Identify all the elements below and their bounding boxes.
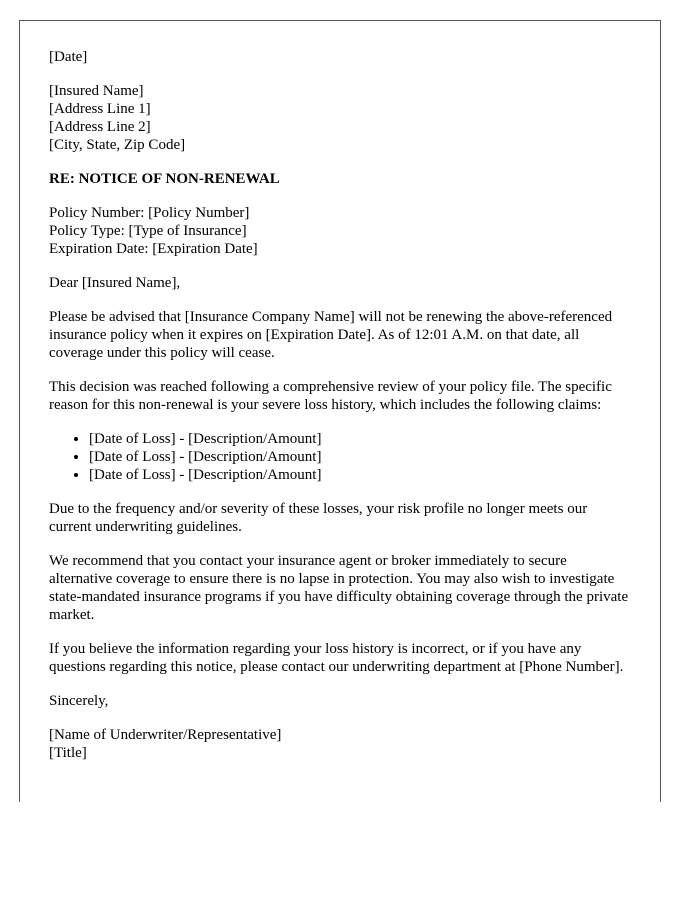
- recipient-address-block: [49, 82, 632, 154]
- salutation: Dear [Insured Name],: [49, 275, 181, 291]
- policy-expiration: Expiration Date: [Expiration Date]: [49, 241, 258, 257]
- recipient-address-line-1: [Address Line 1]: [49, 101, 151, 117]
- body-paragraph-5: If you believe the information regarding your loss history is incorrect, or if you have any questions regarding this notice, please contact our underwriting department at [Phone Number].: [49, 641, 624, 675]
- recipient-address-line-2: [Address Line 2]: [49, 119, 151, 135]
- body-paragraph-1: Please be advised that [Insurance Company Name] will not be renewing the above-referenced insurance policy when it expires on [Expiration Date]. As of 12:01 A.M. on that date, all coverage under this policy will cease.: [49, 309, 613, 361]
- body-paragraph-3: Due to the frequency and/or severity of these losses, your risk profile no longer meets our current underwriting guidelines.: [49, 501, 588, 535]
- policy-number: Policy Number: [Policy Number]: [49, 205, 250, 221]
- letter-page: [19, 20, 661, 802]
- closing: Sincerely,: [49, 693, 109, 709]
- subject-line: RE: NOTICE OF NON-RENEWAL: [49, 171, 280, 187]
- letter-date: [Date]: [49, 49, 88, 65]
- claims-list: [49, 430, 632, 484]
- policy-details-block: [49, 204, 632, 258]
- body-paragraph-4: We recommend that you contact your insurance agent or broker immediately to secure alternative coverage to ensure there is no lapse in protection. You may also wish to investigate state-mandated insurance programs if you have difficulty obtaining coverage through the private market.: [49, 553, 629, 623]
- claim-item: • [Date of Loss] - [Description/Amount]: [89, 448, 632, 466]
- recipient-name: [Insured Name]: [49, 83, 144, 99]
- signature-title: [Title]: [49, 745, 87, 761]
- claim-item: • [Date of Loss] - [Description/Amount]: [89, 466, 632, 484]
- body-paragraph-2: This decision was reached following a comprehensive review of your policy file. The specific reason for this non-renewal is your severe loss history, which includes the following claims:: [49, 379, 612, 413]
- signature-name: [Name of Underwriter/Representative]: [49, 727, 282, 743]
- claim-item: • [Date of Loss] - [Description/Amount]: [89, 430, 632, 448]
- policy-type: Policy Type: [Type of Insurance]: [49, 223, 247, 239]
- signature-block: [49, 726, 632, 762]
- recipient-city-state-zip: [City, State, Zip Code]: [49, 137, 186, 153]
